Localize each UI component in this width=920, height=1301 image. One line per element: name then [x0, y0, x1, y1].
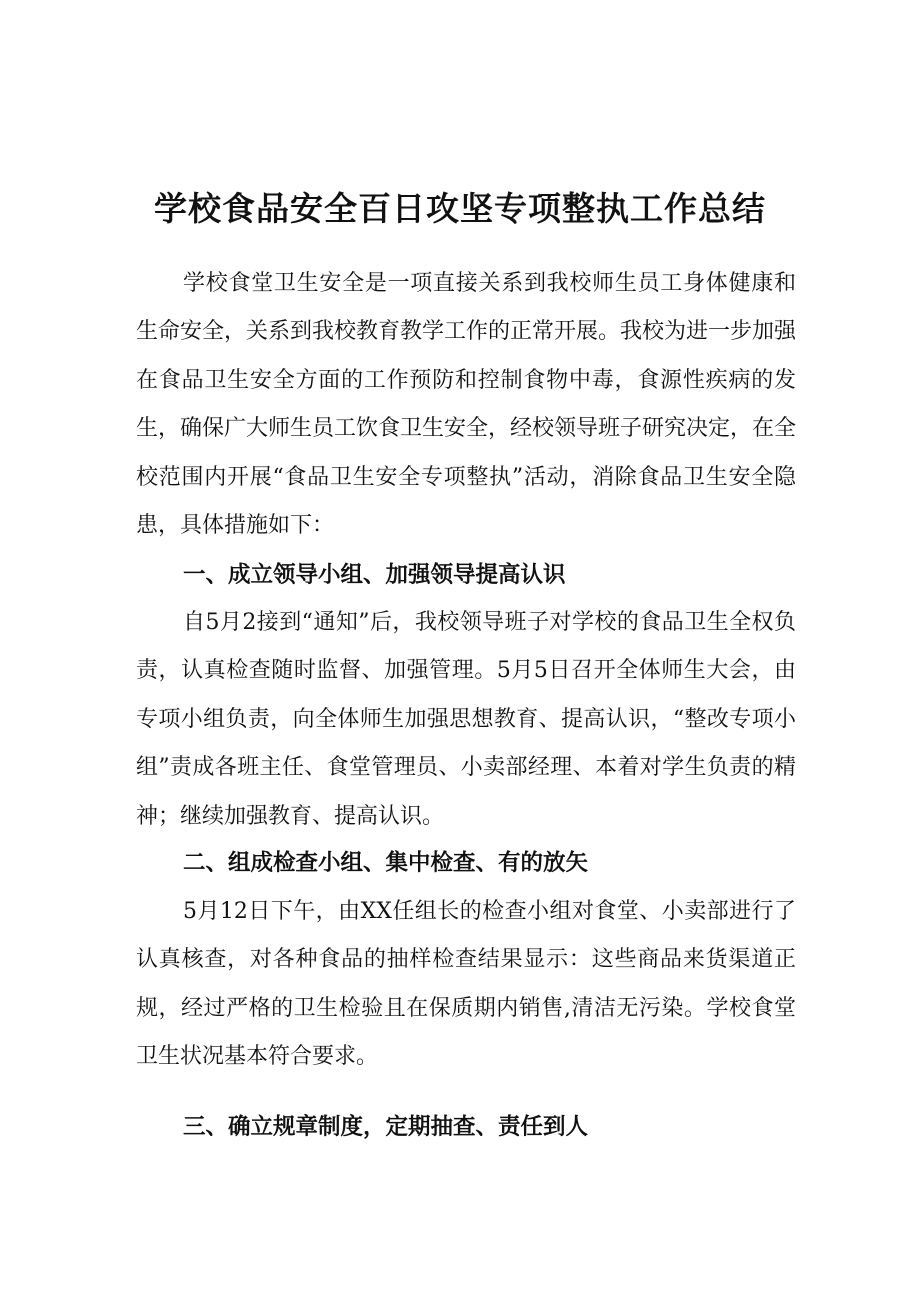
section-body-1: 自5月2接到“通知”后，我校领导班子对学校的食品卫生全权负责，认真检查随时监督、加强管理。5月5日召开全体师生大会，由专项小组负责，向全体师生加强思想教育、提高认识，“整改专项小组”责成各班主任、食堂管理员、小卖部经理、本着对学生负责的精神；继续加强教育、提高认识。	[136, 610, 796, 829]
section-body-2: 5月12日下午，由XX任组长的检查小组对食堂、小卖部进行了认真核查，对各种食品的抽样检查结果显示：这些商品来货渠道正规，经过严格的卫生检验且在保质期内销售,清洁无污染。学校食堂卫生状况基本符合要求。	[136, 899, 796, 1070]
section-heading-1: 一、成立领导小组、加强领导提高认识	[183, 562, 566, 588]
section-heading-3: 三、确立规章制度，定期抽查、责任到人	[183, 1114, 589, 1140]
section-heading-2: 二、组成检查小组、集中检查、有的放矢	[183, 850, 589, 876]
page-title: 学校食品安全百日攻坚专项整执工作总结	[154, 189, 766, 229]
intro-paragraph: 学校食堂卫生安全是一项直接关系到我校师生员工身体健康和生命安全，关系到我校教育教学工作的正常开展。我校为进一步加强在食品卫生安全方面的工作预防和控制食物中毒，食源性疾病的发生，确保广大师生员工饮食卫生安全，经校领导班子研究决定，在全校范围内开展“食品卫生安全专项整执”活动，消除食品卫生安全隐患，具体措施如下：	[136, 271, 797, 539]
